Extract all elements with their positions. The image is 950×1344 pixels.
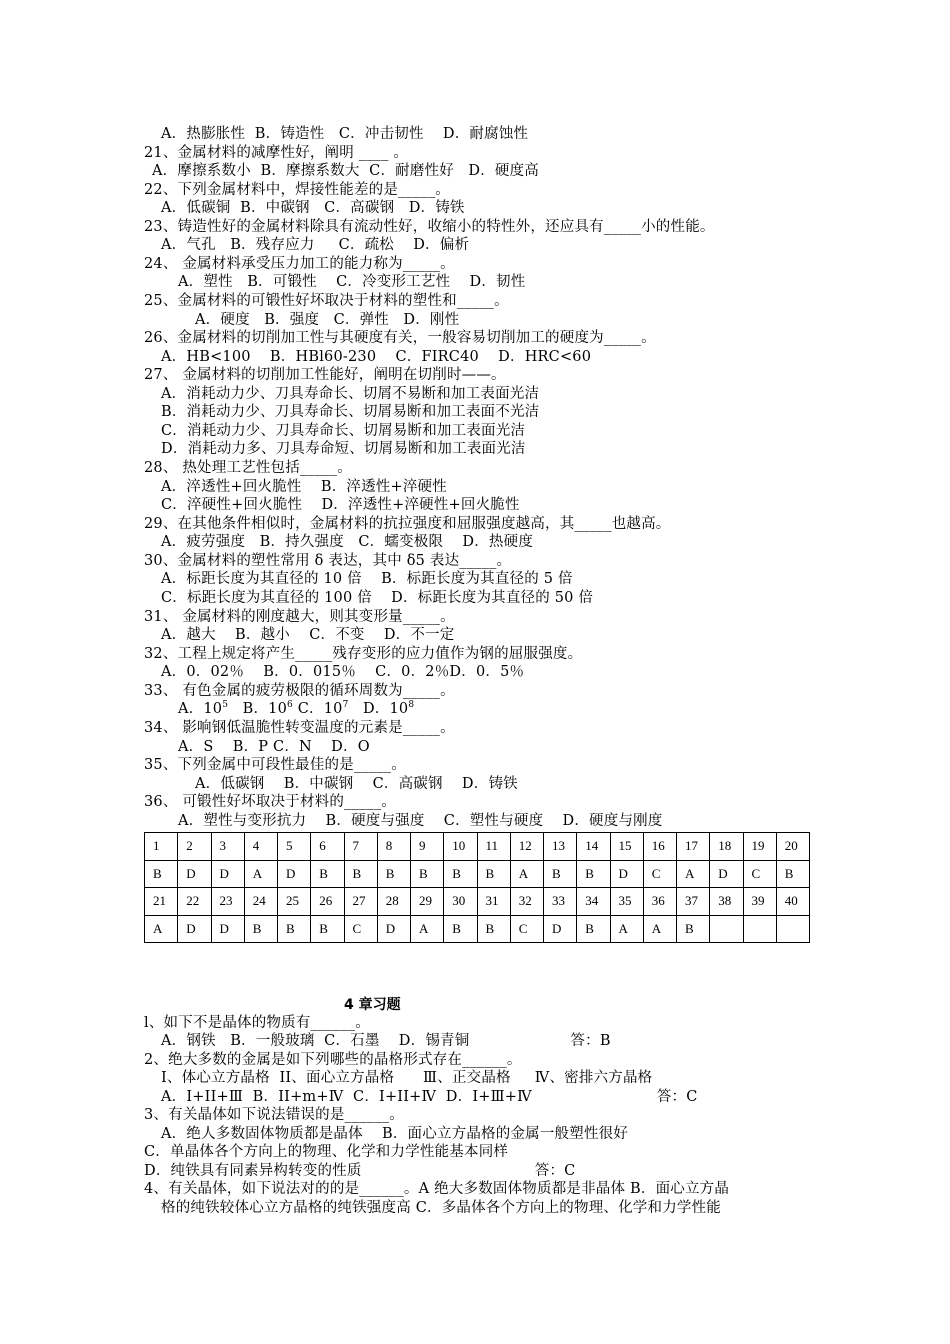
ch4-q2-stem: 2、绝大多数的金属是如下列哪些的晶格形式存在______。	[144, 1052, 522, 1068]
answer-table-cell: 9	[411, 833, 444, 861]
answer-table-cell: A	[677, 860, 710, 888]
answer-table-row	[145, 833, 810, 861]
ch4-q3-options-ab: A．绝人多数固体物质都是晶体 B．面心立方晶格的金属一般塑性很好	[161, 1126, 629, 1142]
answer-table-cell: 10	[444, 833, 477, 861]
q32-stem: 32、工程上规定将产生_____残存变形的应力值作为钢的屈服强度。	[144, 646, 583, 662]
answer-table-cell: 38	[710, 888, 743, 916]
q27-option-a: A．消耗动力少、刀具寿命长、切屑不易断和加工表面光洁	[161, 386, 540, 402]
answer-table-cell: 33	[544, 888, 577, 916]
answer-table-cell: D	[211, 915, 244, 943]
answer-table-cell: 32	[510, 888, 543, 916]
answer-table-cell: B	[344, 860, 377, 888]
q29-stem: 29、在其他条件相似时，金属材料的抗拉强度和屈服强度越高，其_____也越高。	[144, 516, 671, 532]
answer-table-cell: D	[178, 860, 211, 888]
answer-table-cell: D	[377, 915, 410, 943]
q30-stem: 30、金属材料的塑性常用 δ 表达，其中 δ5 表达_____。	[144, 553, 512, 569]
q30-options-ab: A．标距长度为其直径的 10 倍 B．标距长度为其直径的 5 倍	[161, 571, 573, 587]
answer-table	[144, 832, 810, 943]
answer-table-cell: 13	[544, 833, 577, 861]
answer-table-cell: 25	[278, 888, 311, 916]
answer-table-cell: C	[743, 860, 776, 888]
q22-options: A．低碳铜 B．中碳钢 C．高碳钢 D．铸铁	[161, 200, 465, 216]
answer-table-cell: 18	[710, 833, 743, 861]
answer-table-cell: 14	[577, 833, 610, 861]
answer-table-cell: 23	[211, 888, 244, 916]
q28-stem: 28、 热处理工艺性包括_____。	[144, 460, 352, 476]
answer-table-cell: 29	[411, 888, 444, 916]
answer-table-cell: 30	[444, 888, 477, 916]
q29-options: A．疲劳强度 B．持久强度 C．蠕变极限 D．热硬度	[161, 534, 534, 550]
answer-table-cell	[776, 915, 809, 943]
answer-table-cell: B	[444, 915, 477, 943]
answer-table-cell: D	[178, 915, 211, 943]
answer-table-cell: A	[244, 860, 277, 888]
q23-options: A．气孔 B．残存应力 C．疏松 D．偏析	[161, 237, 470, 253]
q33-stem: 33、 有色金属的疲劳极限的循环周数为_____。	[144, 683, 455, 699]
answer-table-cell: 6	[311, 833, 344, 861]
q36-options: A．塑性与变形抗力 B．硬度与强度 C．塑性与硬度 D．硬度与刚度	[178, 813, 663, 829]
answer-table-cell: B	[311, 915, 344, 943]
answer-table-cell: C	[643, 860, 676, 888]
answer-table-row	[145, 888, 810, 916]
q23-stem: 23、铸造性好的金属材料除具有流动性好，收缩小的特性外，还应具有_____小的性能。	[144, 219, 715, 235]
answer-table-cell: 1	[145, 833, 178, 861]
q21-options: A．摩擦系数小 B．摩擦系数大 C．耐磨性好 D．硬度高	[152, 163, 540, 179]
q27-option-c: C．消耗动力少、刀具寿命长、切屑易断和加工表面光洁	[161, 423, 526, 439]
answer-table-cell: 17	[677, 833, 710, 861]
answer-table-cell: 31	[477, 888, 510, 916]
answer-table-cell: 27	[344, 888, 377, 916]
answer-table-cell: B	[577, 860, 610, 888]
answer-table-cell: C	[344, 915, 377, 943]
q27-option-b: B．消耗动力少、刀具寿命长、切屑易断和加工表面不光洁	[161, 404, 540, 420]
answer-table-cell: 37	[677, 888, 710, 916]
q25-stem: 25、金属材料的可锻性好坏取决于材料的塑性和_____。	[144, 293, 509, 309]
ch4-q4-stem: 4、有关晶体，如下说法对的的是______。A 绝大多数固体物质都是非晶体 B．面心立方晶	[144, 1181, 730, 1197]
answer-table-cell: B	[677, 915, 710, 943]
q28-options-cd: C．淬硬性+回火脆性 D．淬透性+淬硬性+回火脆性	[161, 497, 520, 513]
answer-table-cell: 4	[244, 833, 277, 861]
answer-table-cell: 3	[211, 833, 244, 861]
answer-table-cell: B	[577, 915, 610, 943]
answer-table-cell: B	[244, 915, 277, 943]
answer-table-cell: 12	[510, 833, 543, 861]
answer-table-cell: D	[211, 860, 244, 888]
answer-table-cell: B	[477, 860, 510, 888]
answer-table-cell: 26	[311, 888, 344, 916]
answer-table-cell: A	[643, 915, 676, 943]
answer-table-cell: 16	[643, 833, 676, 861]
ch4-q1-options: A．钢铁 B．一般玻璃 C．石墨 D．锡青铜 答：B	[161, 1033, 611, 1049]
ch4-q4-continued: 格的纯铁较体心立方晶格的纯铁强度高 C．多晶体各个方向上的物理、化学和力学性能	[161, 1200, 722, 1216]
q27-option-d: D．消耗动力多、刀具寿命短、切屑易断和加工表面光洁	[161, 441, 526, 457]
answer-table-cell: D	[544, 915, 577, 943]
answer-table-cell: B	[145, 860, 178, 888]
q36-stem: 36、 可锻性好坏取决于材料的_____。	[144, 794, 397, 810]
answer-table-cell	[710, 915, 743, 943]
ch4-q3-option-d: D．纯铁具有同素异构转变的性质 答：C	[144, 1163, 576, 1179]
answer-table-cell: B	[477, 915, 510, 943]
q34-options: A．S B．P C．N D．O	[178, 739, 370, 755]
answer-table-cell: 40	[776, 888, 809, 916]
answer-table-cell: B	[377, 860, 410, 888]
answer-table-cell: B	[776, 860, 809, 888]
q20-options: A．热膨胀性 B．铸造性 C．冲击韧性 D．耐腐蚀性	[161, 126, 529, 142]
answer-table-cell: 34	[577, 888, 610, 916]
q31-options: A．越大 B．越小 C．不变 D．不一定	[161, 627, 455, 643]
q30-options-cd: C．标距长度为其直径的 100 倍 D．标距长度为其直径的 50 倍	[161, 590, 594, 606]
q24-options: A．塑性 B．可锻性 C．冷变形工艺性 D．韧性	[178, 274, 526, 290]
answer-table-row	[145, 915, 810, 943]
answer-table-row	[145, 860, 810, 888]
answer-table-cell: 24	[244, 888, 277, 916]
answer-table-cell: D	[610, 860, 643, 888]
answer-table-cell: 39	[743, 888, 776, 916]
ch4-q2-options: A．I+II+Ⅲ B．II+m+Ⅳ C．I+II+Ⅳ D．I+Ⅲ+Ⅳ 答：C	[161, 1089, 698, 1105]
answer-table-cell: 8	[377, 833, 410, 861]
answer-table-cell: A	[145, 915, 178, 943]
q28-options-ab: A．淬透性+回火脆性 B．淬透性+淬硬性	[161, 479, 447, 495]
q24-stem: 24、 金属材料承受压力加工的能力称为_____。	[144, 256, 455, 272]
answer-table-cell: D	[710, 860, 743, 888]
answer-table-cell: 2	[178, 833, 211, 861]
answer-table-cell: 36	[643, 888, 676, 916]
answer-table-cell: 11	[477, 833, 510, 861]
ch4-q3-option-c: C．单晶体各个方向上的物理、化学和力学性能基本同样	[144, 1144, 509, 1160]
answer-table-cell: 20	[776, 833, 809, 861]
answer-table-cell: 22	[178, 888, 211, 916]
answer-table-cell: B	[544, 860, 577, 888]
q27-stem: 27、 金属材料的切削加工性能好，阐明在切削时——。	[144, 367, 506, 383]
answer-table-cell: 28	[377, 888, 410, 916]
answer-table-cell: B	[444, 860, 477, 888]
q32-options: A．0．02％ B．0．015％ C．0．2％D．0．5％	[161, 664, 525, 680]
q34-stem: 34、 影响钢低温脆性转变温度的元素是_____。	[144, 720, 455, 736]
answer-table-cell	[743, 915, 776, 943]
q25-options: A．硬度 B．强度 C．弹性 D．刚性	[195, 312, 460, 328]
answer-table-cell: B	[278, 915, 311, 943]
q35-options: A．低碳钢 B．中碳钢 C．高碳钢 D．铸铁	[195, 776, 518, 792]
answer-table-cell: B	[311, 860, 344, 888]
ch4-q3-stem: 3、有关晶体如下说法错误的是______。	[144, 1107, 404, 1123]
answer-table-cell: C	[510, 915, 543, 943]
answer-table-cell: D	[278, 860, 311, 888]
ch4-q2-items: I、体心立方晶格 II、面心立方晶格 Ⅲ、正交晶格 Ⅳ、密排六方晶格	[161, 1070, 653, 1086]
answer-table-cell: A	[411, 915, 444, 943]
answer-table-cell: 7	[344, 833, 377, 861]
ch4-q1-stem: l、如下不是晶体的物质有______。	[144, 1015, 370, 1031]
q21-stem: 21、金属材料的减摩性好，阐明 ____ 。	[144, 145, 409, 161]
answer-table-cell: A	[610, 915, 643, 943]
q31-stem: 31、 金属材料的刚度越大，则其变形量_____。	[144, 609, 455, 625]
answer-table-cell: 21	[145, 888, 178, 916]
q26-options: A．HB<100 B．HBl60-230 C．FIRC40 D．HRC<60	[161, 349, 592, 365]
answer-table-cell: A	[510, 860, 543, 888]
answer-table-cell: B	[411, 860, 444, 888]
answer-table-cell: 5	[278, 833, 311, 861]
chapter-heading: 4 章习题	[344, 997, 401, 1013]
answer-table-cell: 35	[610, 888, 643, 916]
q33-options: A．$10^5$ B．$10^6$ C．$10^7$ D．$10^8$	[178, 700, 415, 717]
answer-table-cell: 19	[743, 833, 776, 861]
q22-stem: 22、下列金属材料中，焊接性能差的是_____。	[144, 182, 450, 198]
q26-stem: 26、金属材料的切削加工性与其硬度有关，一般容易切削加工的硬度为_____。	[144, 330, 656, 346]
answer-table-cell: 15	[610, 833, 643, 861]
q35-stem: 35、下列金属中可段性最佳的是_____。	[144, 757, 406, 773]
